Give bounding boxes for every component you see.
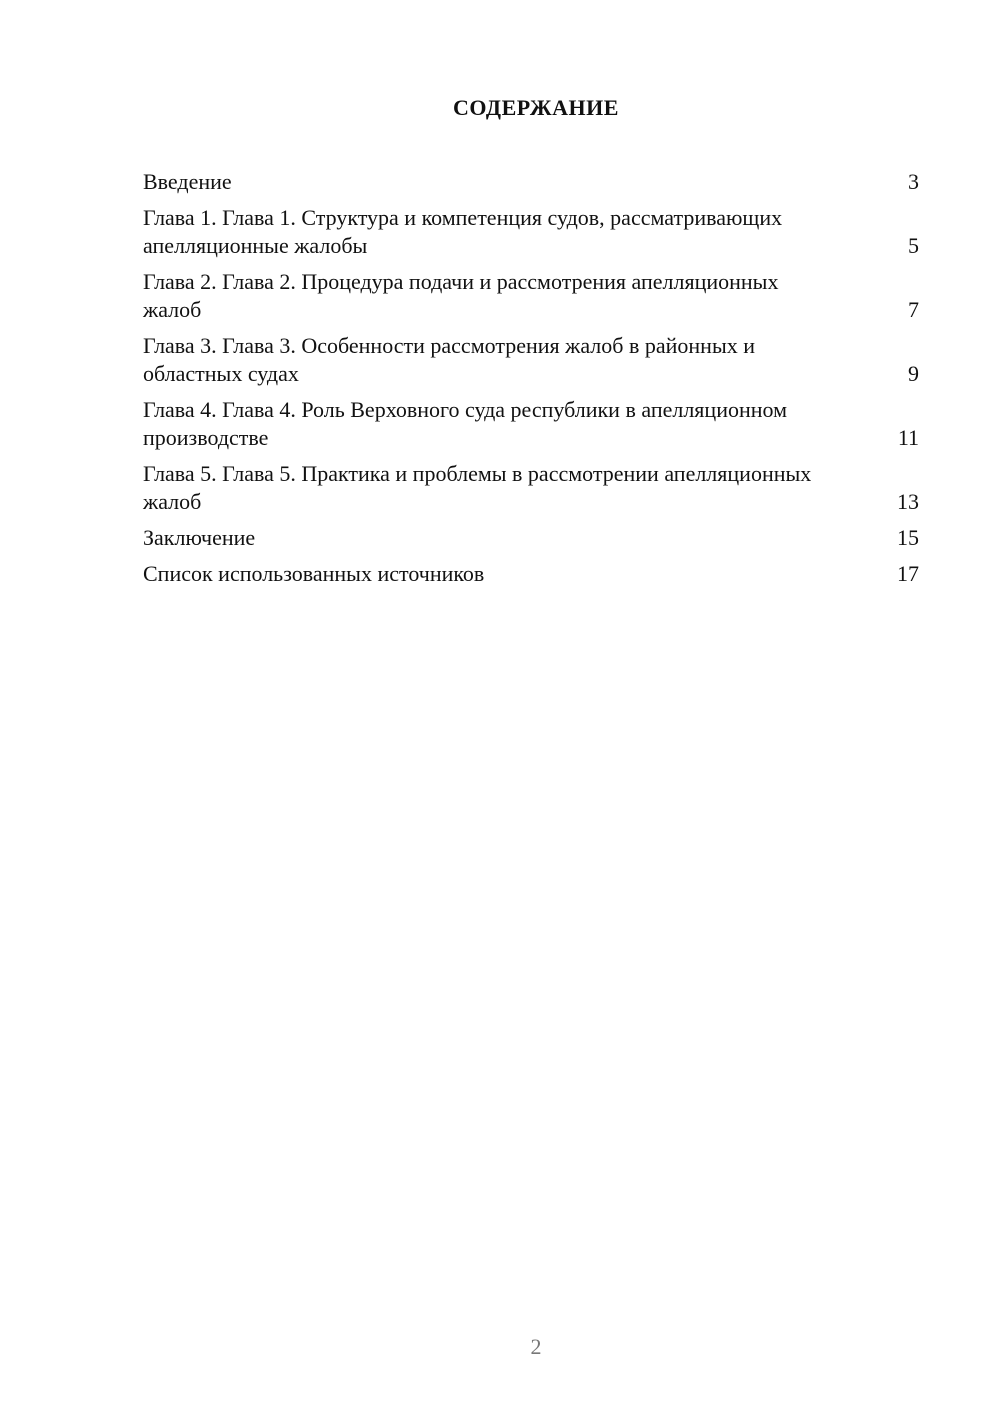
toc-list (143, 168, 919, 596)
toc-entry-chapter-1[interactable] (143, 204, 919, 260)
page-number: 2 (530, 1334, 542, 1359)
toc-entry-title: Глава 1. Глава 1. Структура и компетенция судов, рассматривающих апелляционные жалобы (143, 205, 783, 258)
toc-entry-page: 11 (897, 425, 919, 450)
toc-entry-page: 17 (897, 561, 919, 586)
toc-heading: СОДЕРЖАНИЕ (453, 95, 619, 120)
toc-entry-title: Глава 2. Глава 2. Процедура подачи и рассмотрения апелляционных жалоб (143, 269, 779, 322)
toc-entry-page: 15 (897, 525, 919, 550)
toc-entry-references[interactable] (143, 560, 919, 588)
toc-entry-title: Глава 3. Глава 3. Особенности рассмотрения жалоб в районных и областных судах (143, 333, 756, 386)
toc-entry-chapter-5[interactable] (143, 460, 919, 516)
toc-entry-title: Глава 5. Глава 5. Практика и проблемы в рассмотрении апелляционных жалоб (143, 461, 812, 514)
toc-entry-title: Глава 4. Глава 4. Роль Верховного суда республики в апелляционном производстве (143, 397, 788, 450)
toc-entry-conclusion[interactable] (143, 524, 919, 552)
toc-entry-title: Введение (143, 169, 232, 194)
toc-entry-page: 7 (908, 297, 919, 322)
toc-entry-page: 3 (908, 169, 919, 194)
toc-entry-chapter-2[interactable] (143, 268, 919, 324)
toc-entry-page: 9 (908, 361, 919, 386)
toc-entry-introduction[interactable] (143, 168, 919, 196)
toc-entry-title: Список использованных источников (143, 561, 485, 586)
toc-entry-title: Заключение (143, 525, 256, 550)
toc-entry-page: 13 (897, 489, 919, 514)
toc-entry-chapter-3[interactable] (143, 332, 919, 388)
toc-entry-page: 5 (908, 233, 919, 258)
toc-entry-chapter-4[interactable] (143, 396, 919, 452)
